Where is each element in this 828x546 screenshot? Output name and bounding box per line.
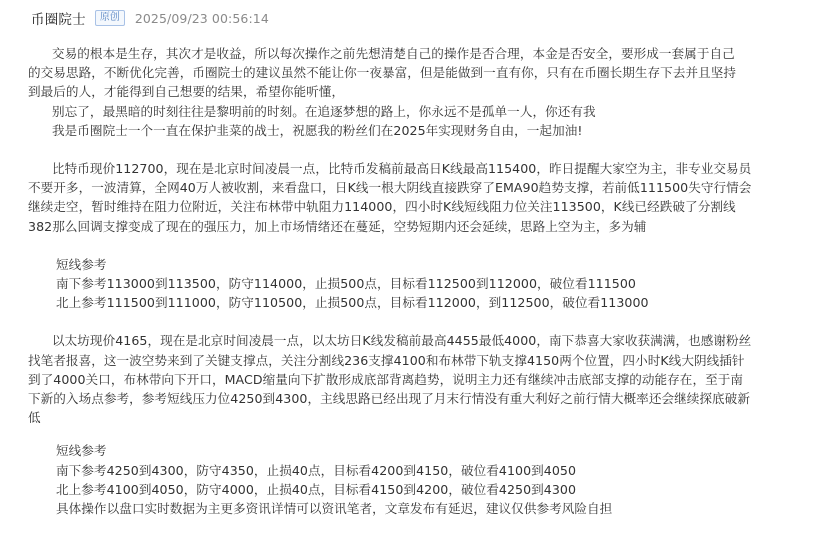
intro-line: 交易的根本是生存，其次才是收益，所以每次操作之前先想清楚自己的操作是否合理，本金是否安全，要形成一套属于自己 bbox=[52, 46, 735, 61]
btc-analysis-line: 不要开多，一波清算，全网40万人被收割，来看盘口，日K线一根大阴线直接跌穿了EMA90趋势支撑，若前低111500失守行情会 bbox=[28, 180, 752, 196]
article-body bbox=[28, 44, 798, 518]
btc-plan-short: 南下参考113000到113500，防守114000，止损500点，目标看112500到112000，破位看111500 bbox=[56, 276, 636, 292]
btc-analysis-line: 继续走空，暂时维持在阻力位附近，关注布林带中轨阻力114000，四小时K线短线阻力位关注113500，K线已经跌破了分割线 bbox=[28, 199, 736, 215]
original-badge: 原创 bbox=[95, 10, 125, 26]
eth-plan-title: 短线参考 bbox=[56, 443, 107, 459]
btc-plan-long: 北上参考111500到111000，防守110500，止损500点，目标看112000，到112500，破位看113000 bbox=[56, 295, 649, 311]
publish-time: 2025/09/23 00:56:14 bbox=[134, 10, 269, 26]
disclaimer: 具体操作以盘口实时数据为主更多资讯详情可以资讯笔者，文章发布有延迟，建议仅供参考风险自担 bbox=[56, 501, 613, 517]
eth-analysis-line: 找笔者报喜，这一波空势来到了关键支撑点，关注分割线236支撑4100和布林带下轨支撑4150两个位置，四小时K线大阴线插针 bbox=[28, 352, 745, 368]
eth-analysis-line: 以太坊现价4165，现在是北京时间凌晨一点，以太坊日K线发稿前最高4455最低4000，南下恭喜大家收获满满，也感谢粉丝 bbox=[52, 333, 752, 349]
author-name[interactable]: 币圈院士 bbox=[31, 12, 86, 28]
intro-line: 的交易思路，不断优化完善，币圈院士的建议虽然不能让你一夜暴富，但是能做到一直有你，只有在币圈长期生存下去并且坚持 bbox=[28, 65, 737, 81]
post-header bbox=[31, 8, 269, 28]
eth-plan-long: 北上参考4100到4050，防守4000，止损40点，目标看4150到4200，破位看4250到4300 bbox=[56, 481, 577, 497]
eth-analysis-line: 低 bbox=[28, 410, 41, 426]
intro-line: 到最后的人，才能得到自己想要的结果，希望你能听懂， bbox=[28, 84, 345, 100]
intro-signoff: 我是币圈院士一个一直在保护韭菜的战士，祝愿我的粉丝们在2025年实现财务自由，一起加油! bbox=[52, 122, 583, 138]
eth-plan-short: 南下参考4250到4300，防守4350，止损40点，目标看4200到4150，破位看4100到4050 bbox=[56, 462, 577, 478]
btc-plan-title: 短线参考 bbox=[56, 256, 107, 272]
eth-analysis-line: 下新的入场点参考，参考短线压力位4250到4300，主线思路已经出现了月末行情没有重大利好之前行情大概率还会继续探底破新 bbox=[28, 391, 750, 407]
eth-analysis-line: 到了4000关口，布林带向下开口，MACD缩量向下扩散形成底部背离趋势，说明主力还有继续冲击底部支撑的动能存在，至于南 bbox=[28, 371, 744, 387]
btc-analysis-line: 382那么回调支撑变成了现在的强压力，加上市场情绪还在蔓延，空势短期内还会延续，思路上空为主，多为辅 bbox=[28, 218, 647, 234]
intro-motto: 别忘了，最黑暗的时刻往往是黎明前的时刻。在追逐梦想的路上，你永远不是孤单一人，你还有我 bbox=[52, 103, 596, 119]
btc-analysis-line: 比特币现价112700，现在是北京时间凌晨一点，比特币发稿前最高日K线最高115400，昨日提醒大家空为主，非专业交易员 bbox=[52, 161, 752, 177]
